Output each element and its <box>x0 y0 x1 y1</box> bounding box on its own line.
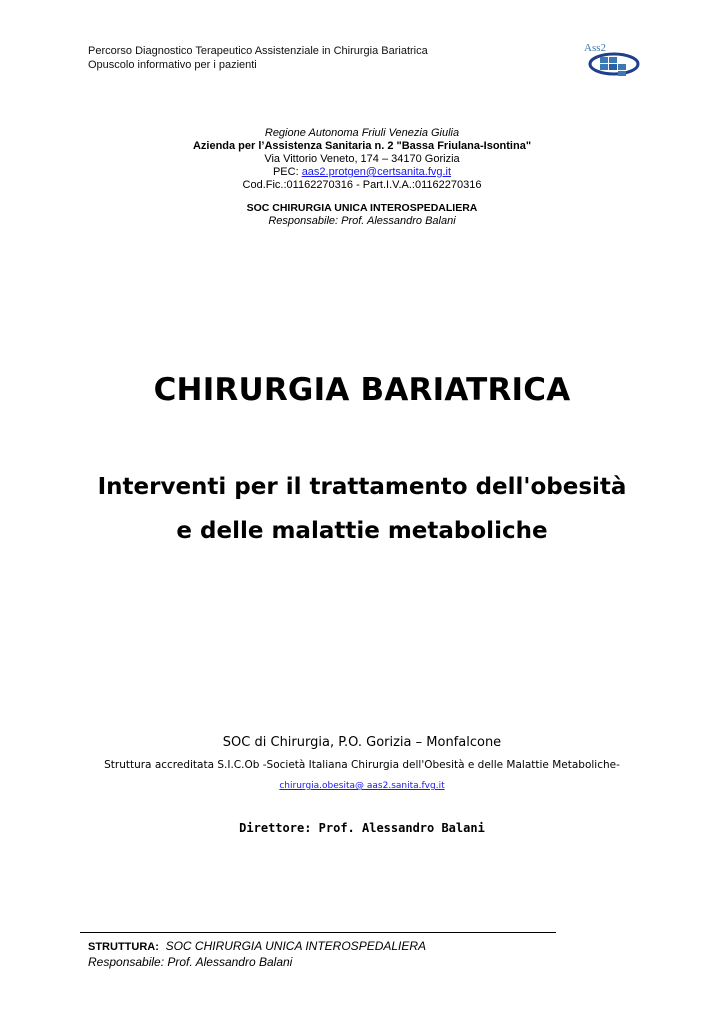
azienda-name: Azienda per l’Assistenza Sanitaria n. 2 "Bassa Friulana-Isontina" <box>192 140 532 152</box>
pec-line <box>0 166 724 179</box>
accreditation-line: Struttura accreditata S.I.C.Ob -Società Italiana Chirurgia dell'Obesità e delle Malattie Metaboliche- <box>104 759 620 771</box>
responsabile: Responsabile: Prof. Alessandro Balani <box>268 215 456 227</box>
tax-codes: Cod.Fic.:01162270316 - Part.I.V.A.:01162270316 <box>242 179 482 191</box>
footer-struttura-label: STRUTTURA: <box>88 941 159 953</box>
address: Via Vittorio Veneto, 174 – 34170 Gorizia <box>264 153 460 165</box>
footer-divider <box>80 932 556 933</box>
region-name: Regione Autonoma Friuli Venezia Giulia <box>264 127 460 139</box>
logo-text: Ass2 <box>584 42 607 54</box>
subtitle-line-1: Interventi per il trattamento dell'obesità <box>97 474 627 500</box>
soc-name: SOC CHIRURGIA UNICA INTEROSPEDALIERA <box>246 202 478 214</box>
header-line-1: Percorso Diagnostico Terapeutico Assistenziale in Chirurgia Bariatrica <box>88 45 428 57</box>
aas2-logo <box>580 42 640 80</box>
page-title: CHIRURGIA BARIATRICA <box>153 372 571 408</box>
footer-struttura-value: SOC CHIRURGIA UNICA INTEROSPEDALIERA <box>165 939 427 953</box>
contact-email-link[interactable]: chirurgia.obesita@ aas2.sanita.fvg.it <box>279 781 445 791</box>
pec-label: PEC: <box>272 166 302 178</box>
institution-block <box>0 127 724 228</box>
footer-struttura <box>88 939 426 955</box>
footer-responsabile: Responsabile: Prof. Alessandro Balani <box>88 955 293 969</box>
pec-email-link[interactable]: aas2.protgen@certsanita.fvg.it <box>301 166 452 178</box>
subtitle <box>0 465 724 553</box>
soc-location: SOC di Chirurgia, P.O. Gorizia – Monfalcone <box>222 735 502 750</box>
subtitle-line-2: e delle malattie metaboliche <box>176 518 548 544</box>
header-line-2: Opuscolo informativo per i pazienti <box>88 59 257 71</box>
soc-info-block <box>0 734 724 795</box>
page-header <box>88 44 428 72</box>
page-footer <box>88 939 426 970</box>
director-line: Direttore: Prof. Alessandro Balani <box>239 821 485 835</box>
